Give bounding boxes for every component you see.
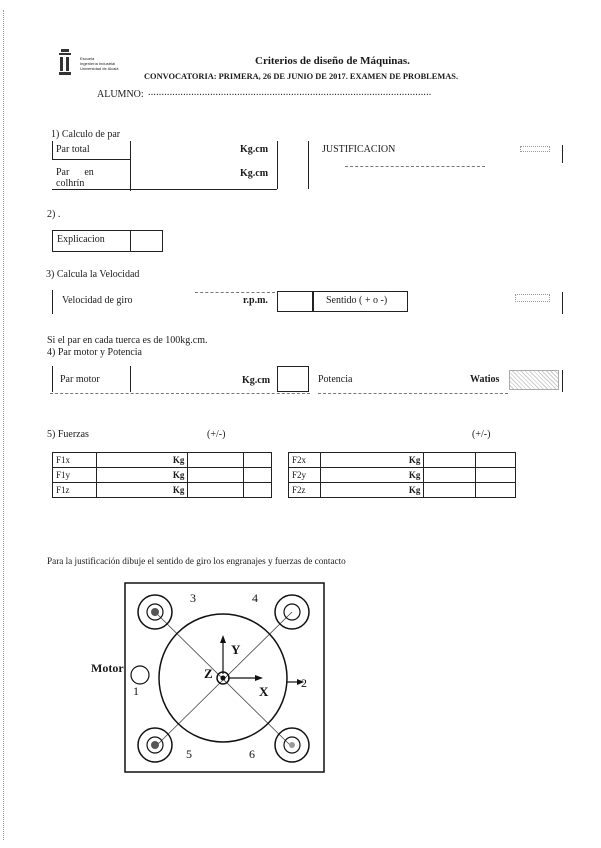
q1-total-input[interactable]: [131, 143, 236, 157]
q3-heading: 3) Calcula la Velocidad: [46, 269, 140, 280]
power-input[interactable]: [370, 368, 465, 388]
box-line: [308, 141, 309, 189]
gear-3: [138, 595, 172, 629]
forces-table-left: [52, 452, 272, 498]
force-value-input[interactable]: [424, 453, 476, 468]
force-sign-input[interactable]: [476, 453, 516, 468]
torque-input[interactable]: [131, 368, 236, 388]
box-line: [277, 141, 278, 189]
scan-dash: [345, 166, 485, 167]
force-unit: Kg: [96, 453, 188, 468]
power-label: Potencia: [318, 374, 353, 385]
box-line: [52, 366, 53, 392]
force-unit: Kg: [96, 483, 188, 498]
torque-label: Par motor: [60, 374, 100, 385]
label-3: 3: [190, 591, 196, 605]
force-label: F2x: [289, 453, 321, 468]
force-sign-input[interactable]: [244, 453, 272, 468]
scan-dash: [50, 393, 310, 394]
x-arrowhead: [255, 675, 263, 681]
scan-noise: [520, 146, 550, 152]
force-unit: Kg: [320, 453, 424, 468]
speed-label: Velocidad de giro: [62, 295, 133, 306]
q1-row-unit: Kg.cm: [240, 168, 269, 179]
university-logo: [58, 48, 74, 76]
label-6: 6: [249, 747, 255, 761]
force-value-input[interactable]: [188, 483, 244, 498]
explanation-input[interactable]: [130, 230, 163, 252]
q5-heading: 5) Fuerzas: [47, 429, 89, 440]
table-row: [289, 468, 516, 483]
logo-line: Ingeniería Industrial: [80, 61, 116, 66]
box-line: [52, 290, 53, 314]
speed-input[interactable]: [140, 292, 235, 308]
q4-note: Si el par en cada tuerca es de 100kg.cm.: [47, 335, 208, 346]
label-4: 4: [252, 591, 258, 605]
force-value-input[interactable]: [424, 468, 476, 483]
force-label: F1z: [53, 483, 97, 498]
force-unit: Kg: [96, 468, 188, 483]
scan-edge: [3, 10, 4, 840]
forces-table-right: [288, 452, 516, 498]
force-sign-input[interactable]: [244, 483, 272, 498]
gear-6: [275, 728, 309, 762]
torque-unit-box: [277, 366, 309, 392]
table-row: [53, 468, 272, 483]
speed-unit: r.p.m.: [243, 295, 268, 306]
table-row: [289, 453, 516, 468]
box-line: [52, 189, 277, 190]
q1-row-unit: Kg.cm: [240, 144, 269, 155]
label-1: 1: [133, 684, 139, 698]
sign-label-right: (+/-): [472, 429, 491, 440]
justification-input[interactable]: [322, 158, 562, 190]
label-z: Z: [204, 666, 213, 681]
table-row: [289, 483, 516, 498]
logo-line: Escuela: [80, 56, 95, 61]
label-2: 2: [301, 676, 307, 690]
label-x: X: [259, 684, 269, 699]
q1-row-label: Par en colhrín: [56, 167, 94, 189]
box-line: [562, 145, 563, 163]
box-line: [562, 292, 563, 314]
force-label: F2y: [289, 468, 321, 483]
box-line: [52, 141, 53, 159]
gear-diagram: [120, 582, 330, 774]
force-label: F2z: [289, 483, 321, 498]
drawing-instruction: Para la justificación dibuje el sentido de giro los engranajes y fuerzas de contacto: [47, 556, 346, 566]
scan-noise: [515, 294, 550, 302]
justification-label: JUSTIFICACION: [322, 144, 396, 155]
motor-label: Motor: [91, 661, 124, 675]
direction-label: Sentido ( + o -): [326, 295, 388, 306]
student-name-line[interactable]: .........................................................................................................: [148, 87, 432, 98]
q1-heading: 1) Calculo de par: [51, 129, 121, 140]
force-label: F1y: [53, 468, 97, 483]
sign-label-left: (+/-): [207, 429, 226, 440]
box-line: [562, 370, 563, 392]
scan-dash: [318, 393, 508, 394]
q1-row-label: Par total: [56, 144, 90, 155]
explanation-cell: [52, 230, 130, 252]
logo-text: [80, 56, 118, 71]
force-unit: Kg: [320, 483, 424, 498]
force-value-input[interactable]: [188, 453, 244, 468]
label-y: Y: [231, 642, 241, 657]
direction-cell: [313, 291, 408, 312]
exam-title: Criterios de diseño de Máquinas.: [255, 55, 410, 67]
force-value-input[interactable]: [188, 468, 244, 483]
force-sign-input[interactable]: [476, 483, 516, 498]
force-sign-input[interactable]: [476, 468, 516, 483]
q1-collar-input[interactable]: [131, 165, 236, 185]
table-row: [53, 453, 272, 468]
gear-5: [138, 728, 172, 762]
force-value-input[interactable]: [424, 483, 476, 498]
logo-line: Universidad de Alcalá: [80, 66, 119, 71]
power-box: [509, 370, 559, 390]
speed-unit-box: [277, 291, 313, 312]
student-label: ALUMNO:: [97, 89, 144, 100]
force-sign-input[interactable]: [244, 468, 272, 483]
motor-pinion: [131, 666, 149, 684]
label-5: 5: [186, 747, 192, 761]
q4-heading: 4) Par motor y Potencia: [47, 347, 142, 358]
force-label: F1x: [53, 453, 97, 468]
power-unit: Watios: [470, 374, 500, 385]
exam-subtitle: CONVOCATORIA: PRIMERA, 26 DE JUNIO DE 2017. EXAMEN DE PROBLEMAS.: [144, 72, 459, 81]
scan-dash: [195, 292, 275, 293]
explanation-label: Explicacion: [57, 234, 105, 245]
q2-heading: 2) .: [47, 209, 61, 220]
y-arrowhead: [220, 635, 226, 643]
table-row: [53, 483, 272, 498]
force-unit: Kg: [320, 468, 424, 483]
box-line: [52, 159, 130, 160]
torque-unit: Kg.cm: [242, 375, 271, 386]
